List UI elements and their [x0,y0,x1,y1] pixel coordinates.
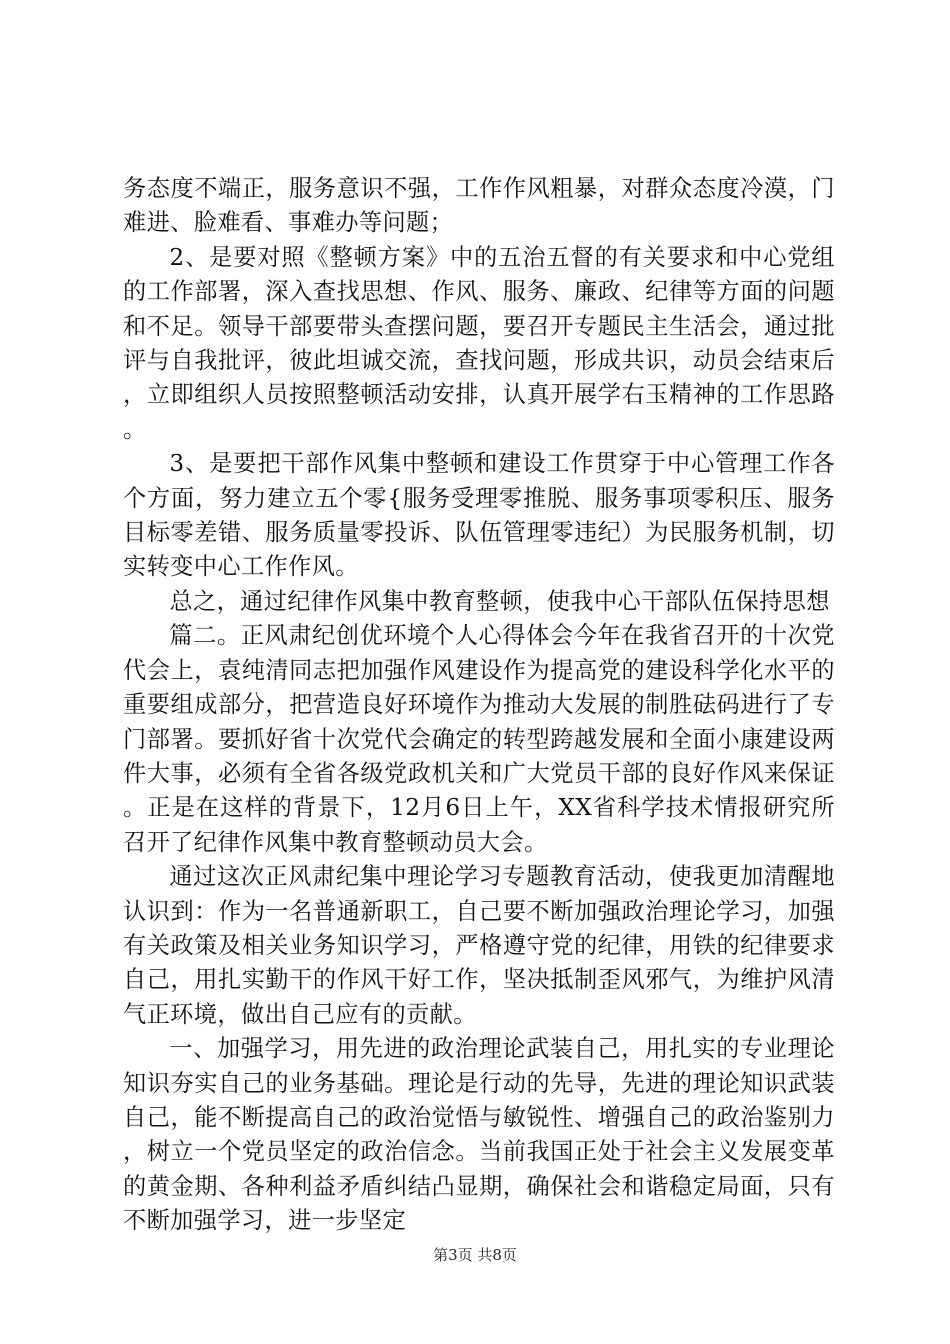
paragraph-point-one: 一、加强学习，用先进的政治理论武装自己，用扎实的专业理论知识夯实自己的业务基础。理论是行动的先导，先进的理论知识武装自己，能不断提高自己的政治觉悟与敏锐性、增强自己的政治鉴别力，树立一个党员坚定的政治信念。当前我国正处于社会主义发展变革的黄金期、各种利益矛盾纠结凸显期，确保社会和谐稳定局面，只有不断加强学习，进一步坚定 [123,1035,835,1235]
paragraph-item-3: 3、是要把干部作风集中整顿和建设工作贯穿于中心管理工作各个方面，努力建立五个零{服务受理零推脱、服务事项零积压、服务目标零差错、服务质量零投诉、队伍管理零违纪）为民服务机制，切实转变中心工作作风。 [123,450,835,581]
paragraph-reflection: 通过这次正风肃纪集中理论学习专题教育活动，使我更加清醒地认识到：作为一名普通新职工，自己要不断加强政治理论学习，加强有关政策及相关业务知识学习，严格遵守党的纪律，用铁的纪律要求自己，用扎实勤干的作风干好工作，坚决抵制歪风邪气，为维护风清气正环境，做出自己应有的贡献。 [123,863,835,1028]
paragraph-item-2: 2、是要对照《整顿方案》中的五治五督的有关要求和中心党组的工作部署，深入查找思想、作风、服务、廉政、纪律等方面的问题和不足。领导干部要带头查摆问题，要召开专题民主生活会，通过批评与自我批评，彼此坦诚交流，查找问题，形成共识，动员会结束后，立即组织人员按照整顿活动安排，认真开展学右玉精神的工作思路。 [123,243,835,443]
paragraph-part-two-intro: 篇二。正风肃纪创优环境个人心得体会今年在我省召开的十次党代会上，袁纯清同志把加强作风建设作为提高党的建设科学化水平的重要组成部分，把营造良好环境作为推动大发展的制胜砝码进行了专门部署。要抓好省十次党代会确定的转型跨越发展和全面小康建设两件大事，必须有全省各级党政机关和广大党员干部的良好作风来保证。正是在这样的背景下，12月6日上午，XX省科学技术情报研究所召开了纪律作风集中教育整顿动员大会。 [123,622,835,856]
document-body [123,172,835,1239]
paragraph-continuation: 务态度不端正，服务意识不强，工作作风粗暴，对群众态度冷漠，门难进、脸难看、事难办等问题； [123,175,835,237]
page-number-label: 第3页 共8页 [433,1246,517,1264]
paragraph-summary: 总之，通过纪律作风集中教育整顿，使我中心干部队伍保持思想 [169,587,830,615]
page-footer [0,1245,950,1265]
